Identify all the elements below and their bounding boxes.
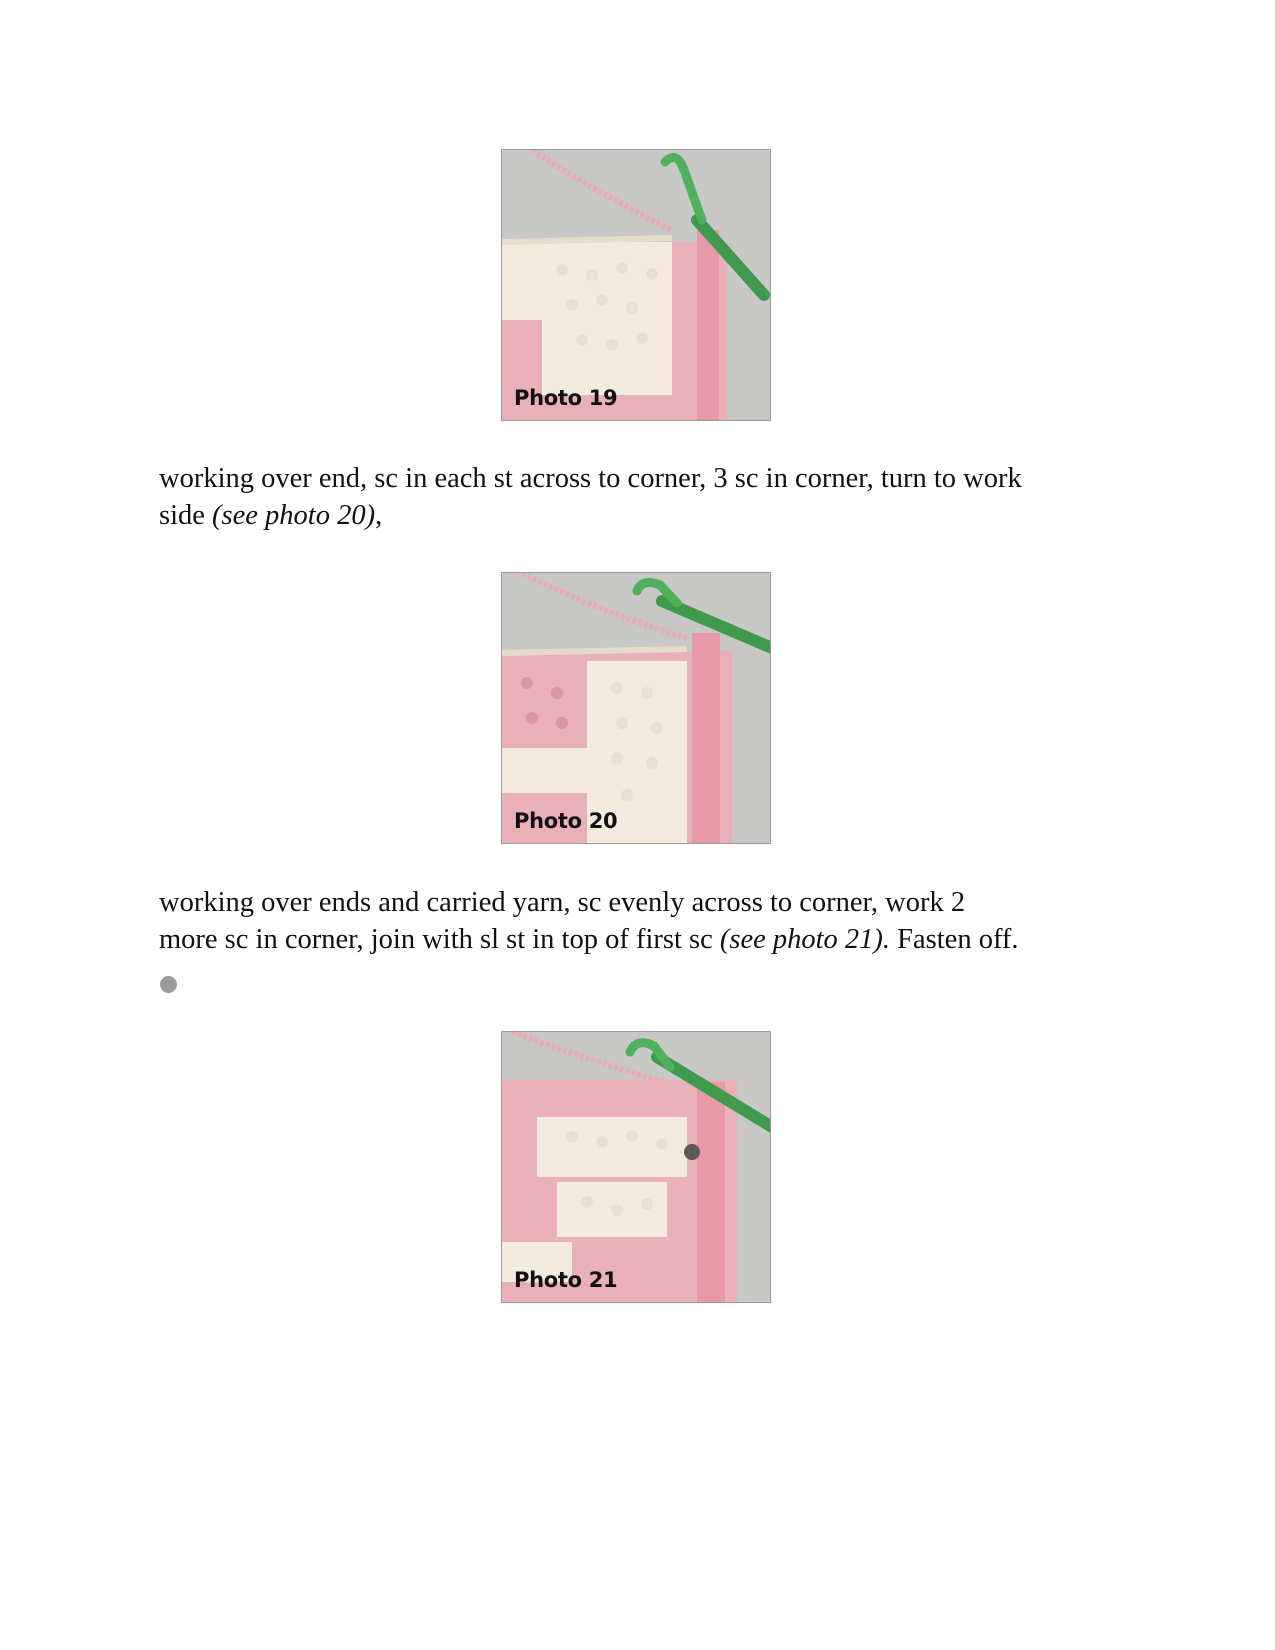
text-segment: , (375, 500, 383, 531)
photo-reference: (see photo 21). (719, 924, 891, 955)
photo-21 (501, 1031, 771, 1303)
crochet-swatch-image (502, 573, 771, 844)
text-segment: side (159, 500, 213, 531)
text-line: working over end, sc in each st across to corner, 3 sc in corner, turn to work (159, 463, 1022, 494)
text-segment: Fasten off. (890, 924, 1019, 955)
photo-label: Photo 19 (514, 386, 618, 410)
crochet-swatch-image (502, 1032, 771, 1303)
bullet-icon (160, 976, 177, 993)
crochet-swatch-image (502, 150, 771, 421)
photo-reference: (see photo 20) (212, 500, 376, 531)
instruction-paragraph-2 (159, 884, 1119, 958)
photo-label: Photo 21 (514, 1268, 618, 1292)
photo-20 (501, 572, 771, 844)
photo-label: Photo 20 (514, 809, 618, 833)
text-line: working over ends and carried yarn, sc evenly across to corner, work 2 (159, 887, 966, 918)
photo-19 (501, 149, 771, 421)
text-segment: more sc in corner, join with sl st in top of first sc (159, 924, 720, 955)
instruction-paragraph-1 (159, 460, 1119, 534)
